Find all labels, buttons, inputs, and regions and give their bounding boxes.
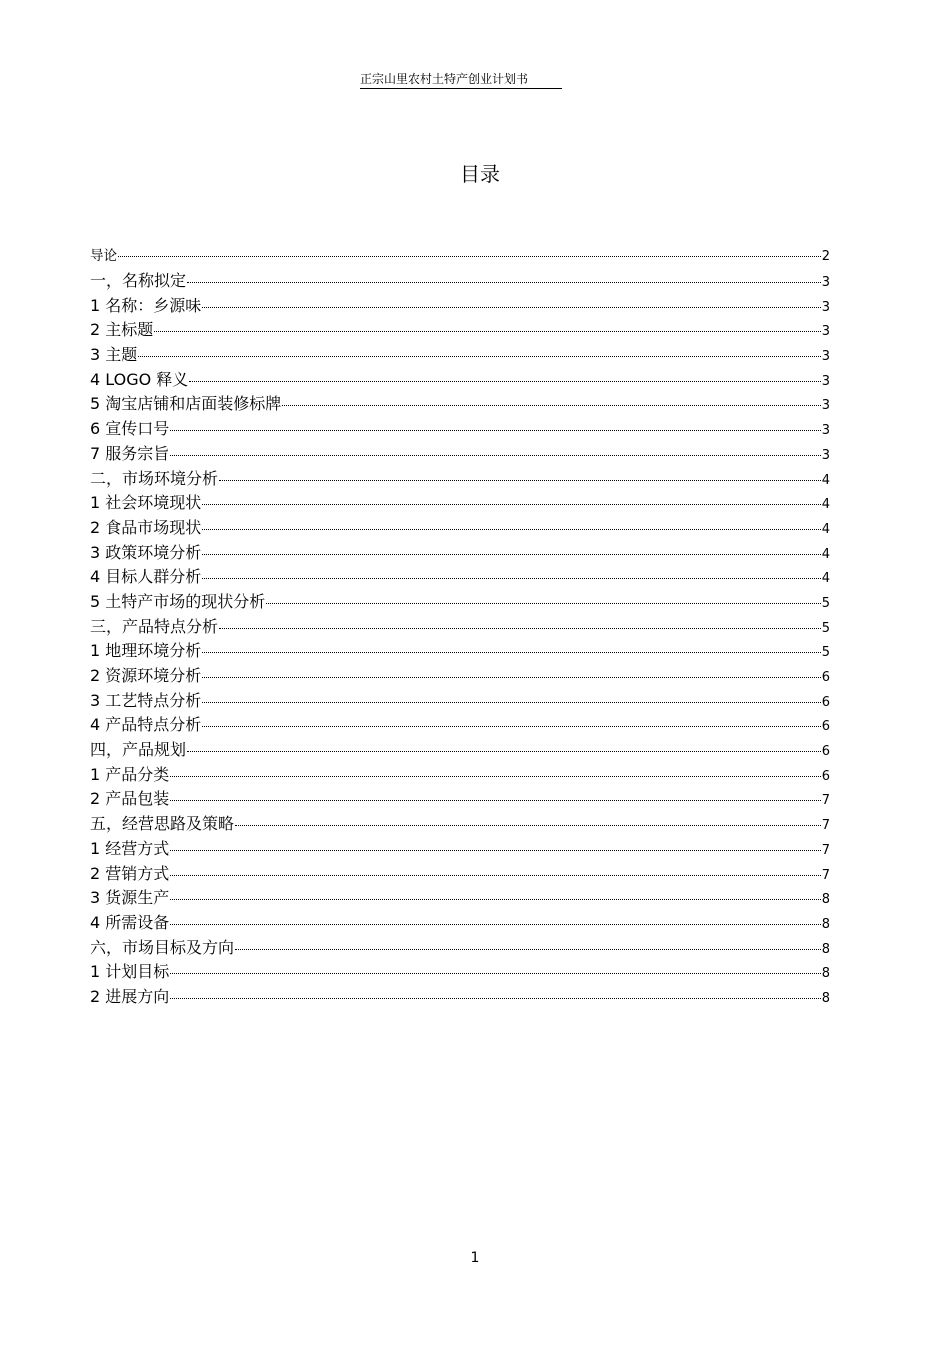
toc-entry-label: 2 营销方式 (90, 863, 170, 883)
toc-entry-page: 3 (821, 423, 830, 439)
toc-entry-page: 6 (821, 694, 830, 710)
toc-entry-page: 3 (821, 398, 830, 414)
dot-leader (138, 340, 820, 357)
toc-entry-label: 3 工艺特点分析 (90, 690, 202, 710)
toc-entry-label: 2 食品市场现状 (90, 517, 202, 537)
toc-entry-page: 5 (821, 645, 830, 661)
toc-entry-page: 4 (821, 472, 830, 488)
toc-entry-page: 2 (821, 249, 830, 264)
toc-entry-label: 2 资源环境分析 (90, 666, 202, 685)
toc-entry[interactable] (90, 293, 830, 318)
toc-entry-page: 7 (821, 793, 830, 809)
dot-leader (170, 859, 820, 876)
toc-entry-label: 1 地理环境分析 (90, 641, 202, 661)
toc-entry-label: 四，产品规划 (90, 740, 187, 760)
dot-leader (235, 933, 821, 950)
toc-entry-label: 4 所需设备 (90, 912, 170, 932)
toc-entry-label: 三，产品特点分析 (90, 616, 219, 636)
toc-title: 目录 (460, 162, 500, 186)
toc-entry-page: 3 (821, 447, 830, 463)
toc-entry[interactable] (90, 885, 830, 910)
toc-entry-page: 6 (821, 719, 830, 735)
dot-leader (154, 315, 820, 332)
toc-entry[interactable] (90, 712, 830, 737)
toc-entry-page: 8 (821, 990, 830, 1006)
toc-entry-label: 3 主题 (90, 345, 138, 365)
dot-leader (202, 710, 820, 727)
toc-entry[interactable] (90, 268, 830, 293)
toc-entry[interactable] (90, 910, 830, 935)
toc-entry-page: 8 (821, 916, 830, 932)
toc-entry-page: 6 (821, 744, 830, 760)
toc-entry-label: 2 进展方向 (90, 986, 170, 1006)
toc-entry-page: 4 (821, 497, 830, 513)
toc-entry-page: 7 (821, 818, 830, 834)
dot-leader (282, 389, 820, 406)
dot-leader (170, 957, 820, 974)
dot-leader (187, 266, 821, 283)
dot-leader (118, 243, 821, 258)
dot-leader (170, 439, 820, 456)
dot-leader (170, 883, 820, 900)
dot-leader (170, 834, 820, 851)
toc-entry-page: 5 (821, 595, 830, 611)
toc-entry-label: 1 名称：乡源味 (90, 295, 202, 315)
dot-leader (266, 587, 820, 604)
toc-entry-label: 2 产品包装 (90, 789, 170, 809)
toc-entry[interactable] (90, 614, 830, 639)
dot-leader (202, 661, 820, 678)
toc-entry[interactable] (90, 416, 830, 441)
toc-entry-page: 7 (821, 867, 830, 883)
toc-entry[interactable] (90, 836, 830, 861)
toc-entry[interactable] (90, 391, 830, 416)
toc-entry[interactable] (90, 861, 830, 886)
dot-leader (219, 612, 821, 629)
toc-entry-page: 8 (821, 892, 830, 908)
toc-entry[interactable] (90, 367, 830, 392)
toc-entry-label: 6 宣传口号 (90, 419, 170, 439)
toc-entry[interactable] (90, 762, 830, 787)
toc-entry[interactable] (90, 564, 830, 589)
toc-entry-page: 3 (821, 299, 830, 315)
toc-entry-page: 3 (821, 349, 830, 365)
dot-leader (202, 538, 820, 555)
toc-entry-page: 4 (821, 571, 830, 587)
toc-entry-page: 3 (821, 373, 830, 389)
toc-entry[interactable] (90, 737, 830, 762)
dot-leader (202, 562, 820, 579)
toc-entry[interactable] (90, 811, 830, 836)
toc-entry-page: 6 (821, 768, 830, 784)
toc-entry-page: 4 (821, 546, 830, 562)
toc-entry-label: 1 产品分类 (90, 764, 170, 784)
toc-entry[interactable] (90, 342, 830, 367)
toc-entry-label: 导论 (90, 248, 117, 264)
dot-leader (187, 735, 821, 752)
toc-entry-page: 8 (821, 941, 830, 957)
toc-entry[interactable] (90, 244, 830, 268)
toc-entry[interactable] (90, 688, 830, 713)
toc-entry-label: 3 货源生产 (90, 888, 170, 908)
toc-entry-label: 二，市场环境分析 (90, 468, 219, 488)
toc-entry-label: 4 LOGO 释义 (90, 369, 189, 389)
toc-entry-label: 5 淘宝店铺和店面装修标牌 (90, 394, 282, 414)
page-number: 1 (470, 1250, 480, 1266)
toc-entry[interactable] (90, 638, 830, 663)
table-of-contents (90, 244, 830, 1009)
dot-leader (202, 686, 820, 703)
running-header: 正宗山里农村土特产创业计划书 (360, 71, 562, 89)
toc-entry[interactable] (90, 317, 830, 342)
toc-entry-label: 一，名称拟定 (90, 271, 187, 290)
dot-leader (170, 784, 820, 801)
toc-entry-label: 1 计划目标 (90, 962, 170, 982)
toc-entry[interactable] (90, 959, 830, 984)
toc-entry[interactable] (90, 663, 830, 688)
toc-entry-label: 5 土特产市场的现状分析 (90, 591, 266, 611)
dot-leader (170, 908, 820, 925)
toc-entry[interactable] (90, 540, 830, 565)
toc-entry-label: 1 经营方式 (90, 838, 170, 858)
toc-entry[interactable] (90, 786, 830, 811)
toc-entry[interactable] (90, 935, 830, 960)
dot-leader (202, 636, 820, 653)
dot-leader (235, 809, 821, 826)
toc-entry-page: 3 (821, 275, 830, 290)
toc-entry-page: 6 (821, 670, 830, 685)
toc-entry-label: 4 目标人群分析 (90, 567, 202, 587)
toc-entry[interactable] (90, 589, 830, 614)
toc-entry[interactable] (90, 515, 830, 540)
toc-entry-page: 5 (821, 620, 830, 636)
toc-entry-label: 4 产品特点分析 (90, 715, 202, 735)
dot-leader (170, 414, 820, 431)
toc-entry-label: 7 服务宗旨 (90, 443, 170, 463)
toc-entry-label: 五，经营思路及策略 (90, 814, 235, 834)
toc-entry[interactable] (90, 441, 830, 466)
toc-entry-page: 8 (821, 966, 830, 982)
toc-entry-label: 2 主标题 (90, 320, 154, 340)
toc-entry[interactable] (90, 984, 830, 1009)
dot-leader (202, 291, 820, 308)
toc-entry[interactable] (90, 466, 830, 491)
dot-leader (170, 760, 820, 777)
dot-leader (189, 365, 820, 382)
toc-entry[interactable] (90, 490, 830, 515)
toc-entry-label: 3 政策环境分析 (90, 542, 202, 562)
dot-leader (202, 513, 820, 530)
toc-entry-page: 7 (821, 842, 830, 858)
toc-entry-page: 4 (821, 521, 830, 537)
dot-leader (202, 488, 820, 505)
dot-leader (170, 982, 820, 999)
toc-entry-label: 1 社会环境现状 (90, 493, 202, 513)
dot-leader (219, 464, 821, 481)
toc-entry-label: 六，市场目标及方向 (90, 937, 235, 957)
toc-entry-page: 3 (821, 324, 830, 340)
